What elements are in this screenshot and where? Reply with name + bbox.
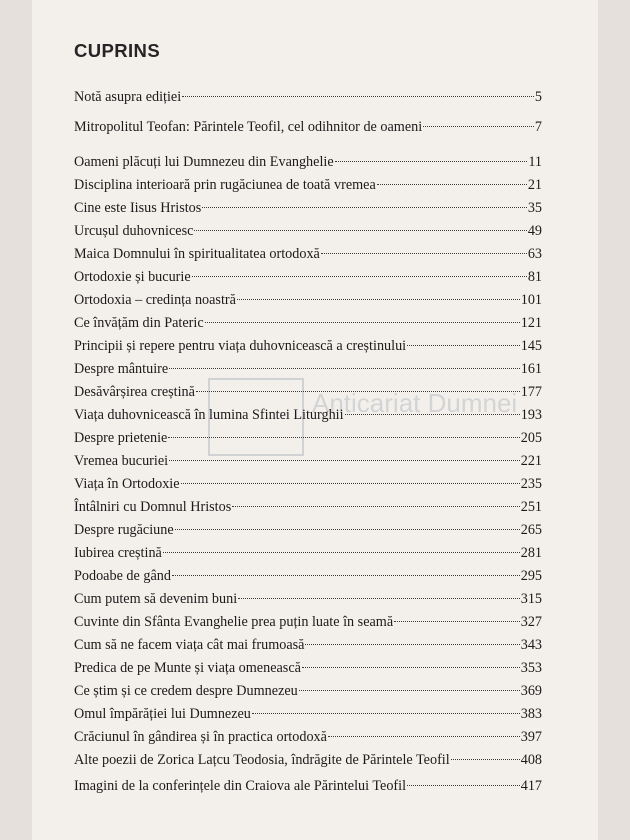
toc-entry-page: 161: [520, 361, 542, 377]
toc-entry: [74, 290, 542, 310]
watermark-text: Anticariat Dumnei: [312, 388, 518, 418]
dot-leader: [205, 322, 520, 323]
toc-entry-page: 145: [520, 338, 542, 354]
toc-entry-page: 315: [520, 591, 542, 607]
toc-entry: [74, 175, 542, 195]
dot-leader: [182, 96, 534, 97]
toc-entry-title: Cuvinte din Sfânta Evanghelie prea puțin luate în seamă: [74, 614, 394, 630]
dot-leader: [345, 414, 520, 415]
toc-entry-title: Mitropolitul Teofan: Părintele Teofil, cel odihnitor de oameni: [74, 119, 423, 135]
dot-leader: [299, 690, 520, 691]
dot-leader: [252, 713, 520, 714]
toc-entry: [74, 658, 542, 678]
toc-entry-page: 397: [520, 729, 542, 745]
toc-entry: [74, 244, 542, 264]
toc-entry-title: Cum putem să devenim buni: [74, 591, 238, 607]
toc-entry-title: Oameni plăcuți lui Dumnezeu din Evanghelie: [74, 154, 334, 170]
dot-leader: [202, 207, 527, 208]
toc-entry: [74, 267, 542, 287]
toc-entry-page: 251: [520, 499, 542, 515]
dot-leader: [305, 644, 519, 645]
dot-leader: [181, 483, 520, 484]
toc-entry-page: 7: [534, 119, 542, 135]
toc-entry-title: Ortodoxie și bucurie: [74, 269, 191, 285]
dot-leader: [302, 667, 520, 668]
toc-entry-title: Cine este Iisus Hristos: [74, 200, 202, 216]
toc-entry-title: Viața în Ortodoxie: [74, 476, 180, 492]
dot-leader: [232, 506, 519, 507]
toc-entry-title: Vremea bucuriei: [74, 453, 169, 469]
toc-entry-title: Cum să ne facem viața cât mai frumoasă: [74, 637, 305, 653]
toc-entry-page: 265: [520, 522, 542, 538]
toc-entry-title: Despre prietenie: [74, 430, 168, 446]
toc-entry-title: Întâlniri cu Domnul Hristos: [74, 499, 232, 515]
toc-entry-title: Notă asupra ediției: [74, 89, 182, 105]
toc-entry-title: Omul împărăției lui Dumnezeu: [74, 706, 251, 722]
toc-entry-page: 49: [527, 223, 542, 239]
toc-entry-page: 177: [520, 384, 542, 400]
toc-entry: [74, 750, 542, 770]
toc-entry-title: Alte poezii de Zorica Lațcu Teodosia, îndrăgite de Părintele Teofil: [74, 752, 450, 768]
dot-leader: [321, 253, 527, 254]
toc-entry-title: Imagini de la conferințele din Craiova ale Părintelui Teofil: [74, 778, 407, 794]
toc-entry: [74, 612, 542, 632]
toc-entry-page: 343: [520, 637, 542, 653]
toc-entry-page: 353: [520, 660, 542, 676]
dot-leader: [168, 437, 519, 438]
dot-leader: [451, 759, 520, 760]
toc-entry: [74, 497, 542, 517]
toc-entry: [74, 117, 542, 137]
dot-leader: [172, 575, 520, 576]
dot-leader: [194, 230, 526, 231]
toc-entry-page: 101: [520, 292, 542, 308]
toc-entry: [74, 543, 542, 563]
toc-entry-title: Podoabe de gând: [74, 568, 171, 584]
toc-entry-title: Iubirea creștină: [74, 545, 162, 561]
toc-entry: [74, 221, 542, 241]
toc-entry-page: 221: [520, 453, 542, 469]
toc-entry-title: Maica Domnului în spiritualitatea ortodoxă: [74, 246, 320, 262]
toc-entry-title: Ce învățăm din Pateric: [74, 315, 204, 331]
toc-entry: [74, 474, 542, 494]
toc-entry: [74, 336, 542, 356]
dot-leader: [192, 276, 527, 277]
toc-entry-page: 235: [520, 476, 542, 492]
toc-entry-page: 11: [528, 154, 542, 170]
toc-entry-title: Principii și repere pentru viața duhovnicească a creștinului: [74, 338, 407, 354]
dot-leader: [196, 391, 520, 392]
toc-entry-page: 327: [520, 614, 542, 630]
toc-entry: [74, 198, 542, 218]
toc-entry-title: Crăciunul în gândirea și în practica ortodoxă: [74, 729, 327, 745]
dot-leader: [169, 460, 520, 461]
dot-leader: [169, 368, 520, 369]
toc-entry-title: Ortodoxia – credința noastră: [74, 292, 236, 308]
dot-leader: [163, 552, 520, 553]
toc-entry-page: 21: [527, 177, 542, 193]
dot-leader: [237, 299, 520, 300]
toc-entry-title: Disciplina interioară prin rugăciunea de toată vremea: [74, 177, 376, 193]
toc-entry: [74, 727, 542, 747]
toc-entry: [74, 589, 542, 609]
toc-entry-title: Despre mântuire: [74, 361, 169, 377]
toc-entry-page: 383: [520, 706, 542, 722]
dot-leader: [377, 184, 527, 185]
toc-entry: [74, 635, 542, 655]
toc-entry-page: 81: [527, 269, 542, 285]
toc-entry: [74, 566, 542, 586]
dot-leader: [407, 785, 520, 786]
toc-entry-page: 417: [520, 778, 542, 794]
toc-entry: [74, 152, 542, 172]
toc-entry: [74, 428, 542, 448]
toc-entry: [74, 405, 542, 425]
toc-entry: [74, 451, 542, 471]
toc-entry: [74, 681, 542, 701]
toc-entry: [74, 359, 542, 379]
toc-entry-page: 35: [527, 200, 542, 216]
dot-leader: [175, 529, 520, 530]
dot-leader: [394, 621, 520, 622]
page-title: CUPRINS: [74, 40, 161, 61]
toc-entry-title: Desăvârșirea creștină: [74, 384, 195, 400]
toc-entry-page: 63: [527, 246, 542, 262]
dot-leader: [238, 598, 520, 599]
dot-leader: [407, 345, 520, 346]
toc-entry-page: 5: [534, 89, 542, 105]
toc-entry-page: 295: [520, 568, 542, 584]
toc-entry: [74, 520, 542, 540]
toc-entry-title: Viața duhovnicească în lumina Sfintei Liturghii: [74, 407, 344, 423]
toc-entry-title: Urcușul duhovnicesc: [74, 223, 194, 239]
dot-leader: [335, 161, 528, 162]
toc-entry-title: Despre rugăciune: [74, 522, 174, 538]
toc-entry-title: Ce știm și ce credem despre Dumnezeu: [74, 683, 298, 699]
toc-entry: [74, 704, 542, 724]
toc-entry-page: 281: [520, 545, 542, 561]
toc-entry: [74, 87, 542, 107]
toc-entry-title: Predica de pe Munte și viața omenească: [74, 660, 301, 676]
toc-entry: [74, 313, 542, 333]
toc-entry-page: 121: [520, 315, 542, 331]
toc-entry-page: 193: [520, 407, 542, 423]
toc-entry-page: 369: [520, 683, 542, 699]
dot-leader: [328, 736, 520, 737]
toc-entry-page: 408: [520, 752, 542, 768]
toc-entry-page: 205: [520, 430, 542, 446]
dot-leader: [423, 126, 534, 127]
toc-entry: [74, 776, 542, 796]
toc-entry: [74, 382, 542, 402]
